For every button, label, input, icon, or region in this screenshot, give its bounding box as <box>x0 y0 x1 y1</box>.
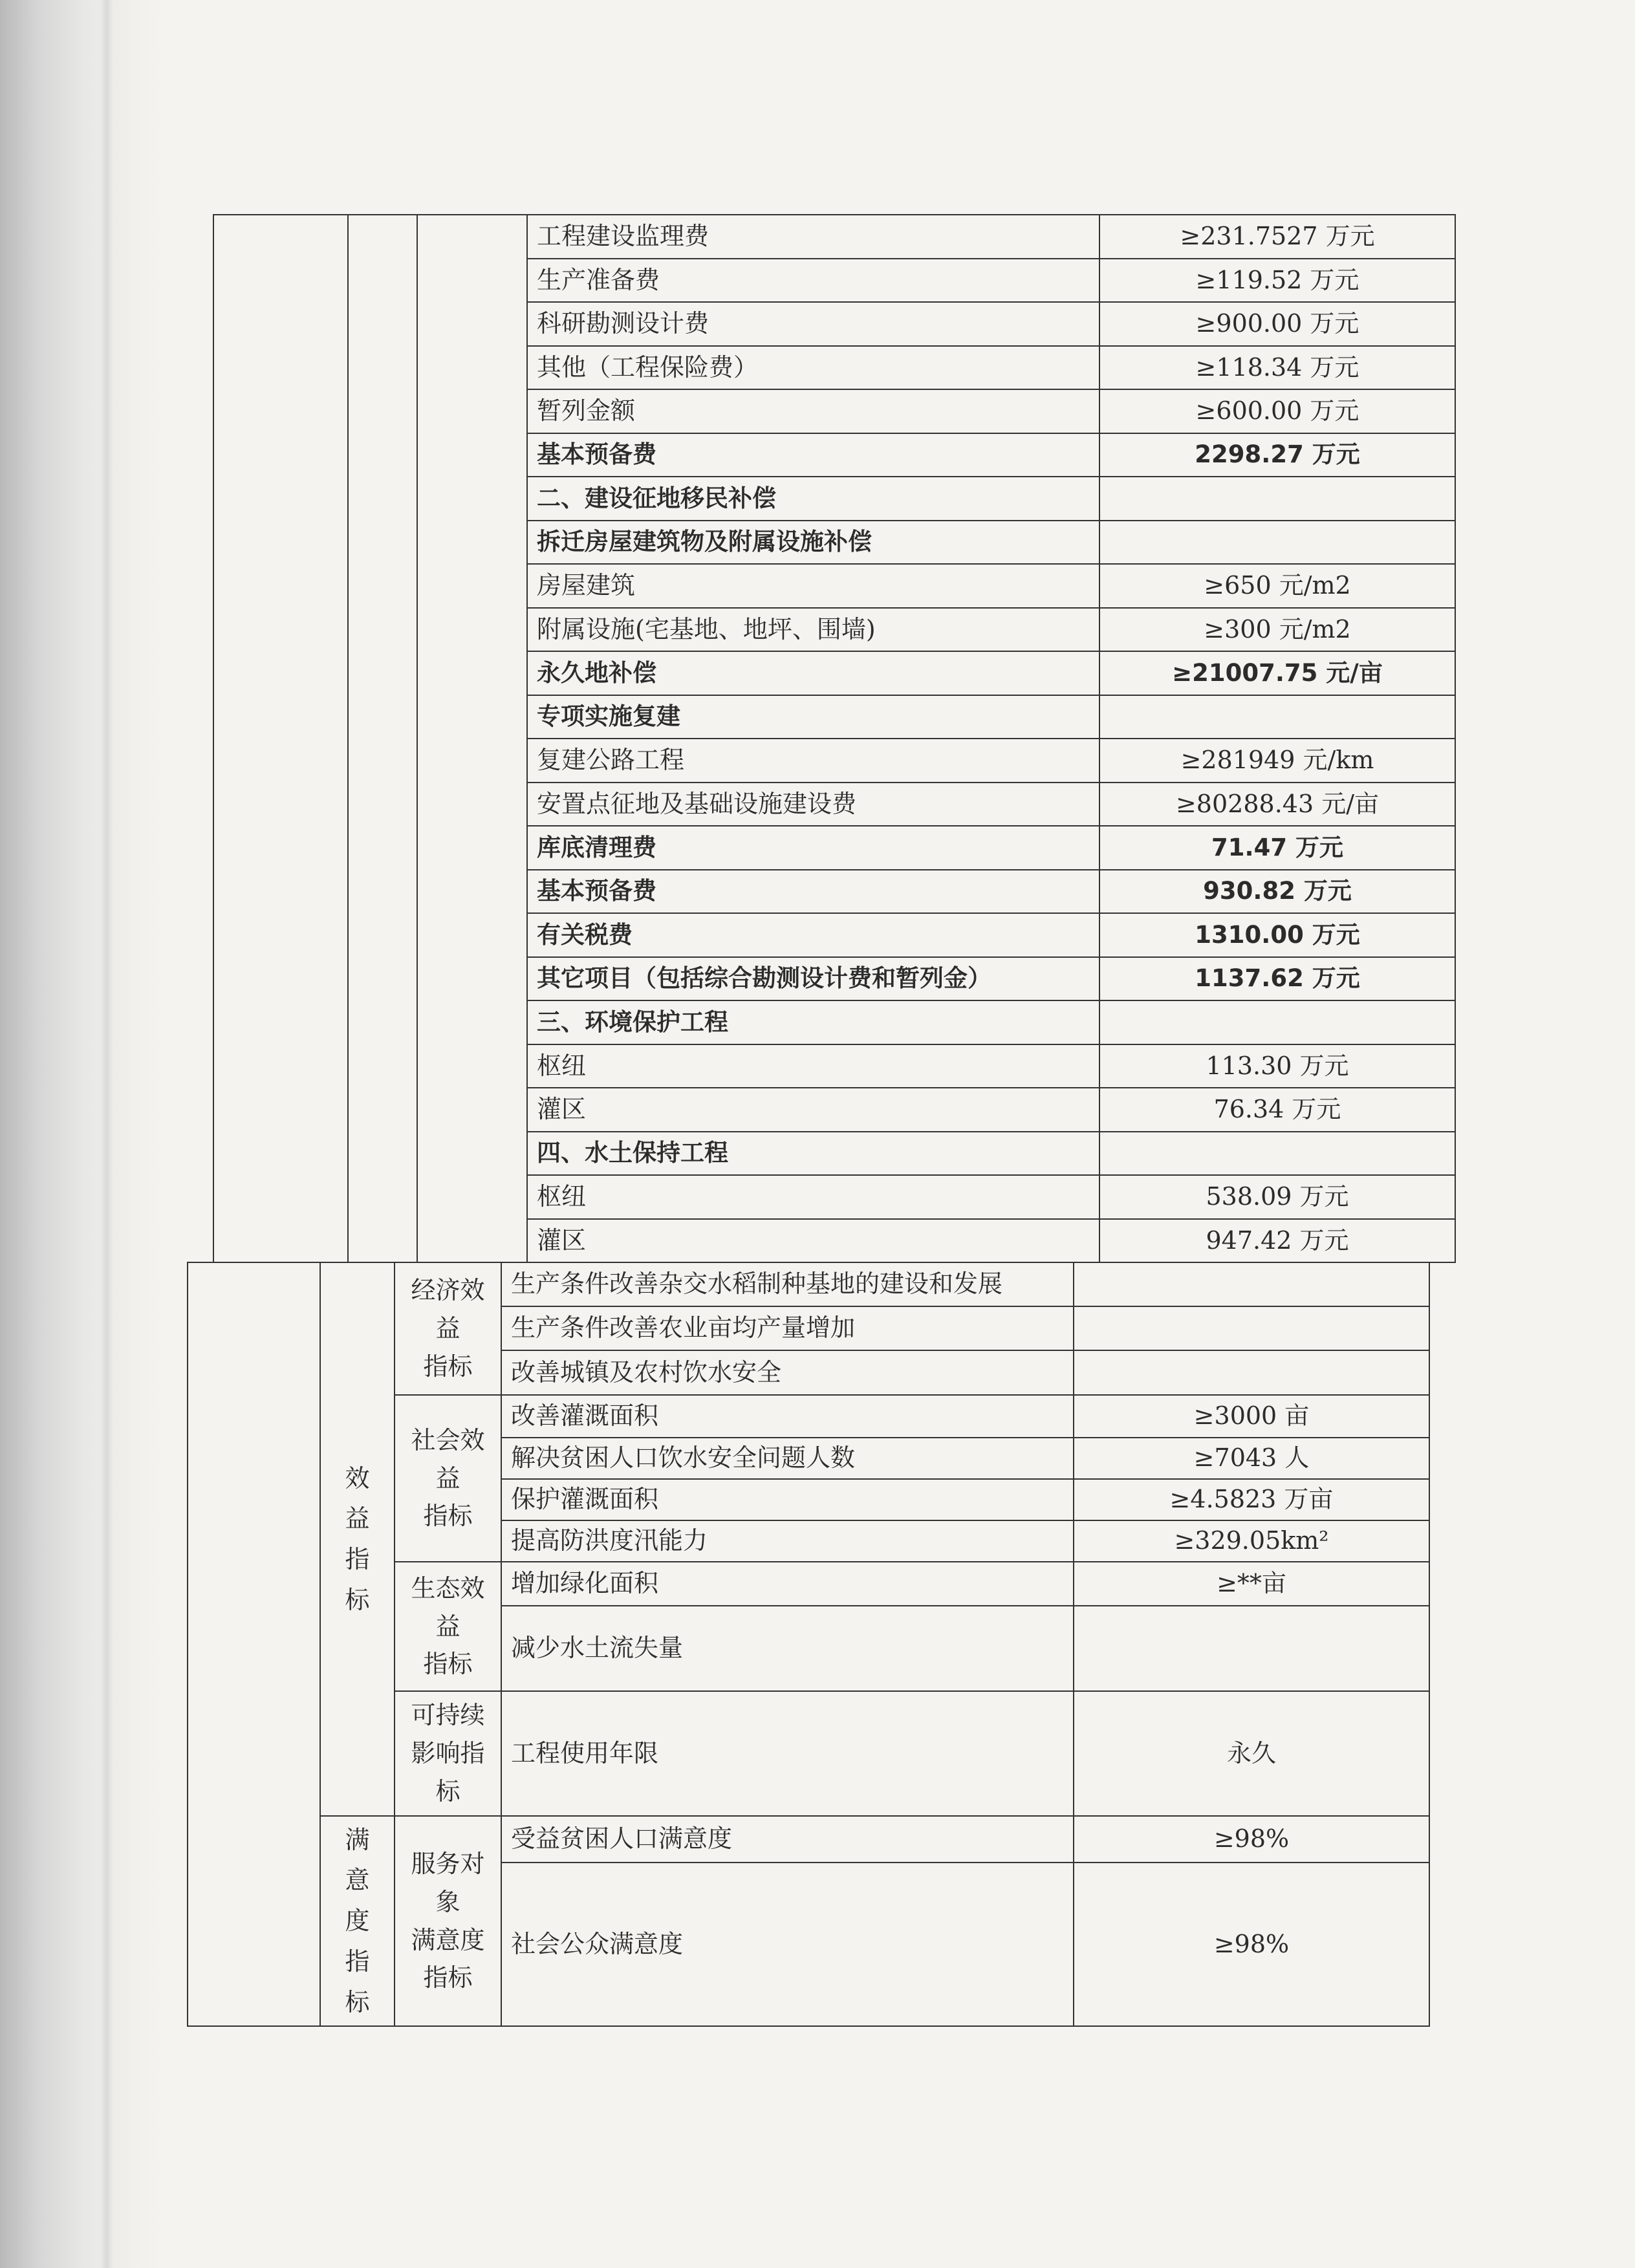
benefit-indicator-label: 保护灌溉面积 <box>501 1478 1074 1521</box>
benefit-indicator-value: ≥3000 亩 <box>1073 1394 1430 1438</box>
cost-item-value: ≥600.00 万元 <box>1099 389 1456 434</box>
benefit-group-label: 可持续 影响指 标 <box>394 1690 502 1817</box>
cost-item-label: 灌区 <box>526 1218 1100 1264</box>
cost-item-label: 基本预备费 <box>526 433 1100 478</box>
benefit-indicator-value: ≥**亩 <box>1073 1561 1430 1606</box>
cost-item-value: 947.42 万元 <box>1099 1218 1456 1264</box>
cost-item-value: 1310.00 万元 <box>1099 913 1456 958</box>
cost-item-value: ≥21007.75 元/亩 <box>1099 651 1456 696</box>
benefit-indicator-label: 解决贫困人口饮水安全问题人数 <box>501 1437 1074 1480</box>
satisfaction-indicator-value: ≥98% <box>1073 1862 1430 2027</box>
benefit-group-label: 生态效 益 指标 <box>394 1561 502 1692</box>
cost-item-value: ≥231.7527 万元 <box>1099 214 1456 259</box>
cost-item-value: ≥650 元/m2 <box>1099 563 1456 609</box>
satisfaction-main-label: 满 意 度 指 标 <box>319 1815 395 2027</box>
benefit-indicator-value: ≥4.5823 万亩 <box>1073 1478 1430 1521</box>
cost-item-label: 基本预备费 <box>526 869 1100 914</box>
cost-item-value <box>1099 520 1456 565</box>
cost-item-label: 其它项目（包括综合勘测设计费和暂列金） <box>526 956 1100 1002</box>
cost-item-value: 2298.27 万元 <box>1099 433 1456 478</box>
cost-item-value: 113.30 万元 <box>1099 1044 1456 1089</box>
benefit-indicator-label: 改善城镇及农村饮水安全 <box>501 1350 1074 1396</box>
empty-column-2 <box>347 214 418 1263</box>
satisfaction-indicator-label: 受益贫困人口满意度 <box>501 1815 1074 1863</box>
satisfaction-indicator-value: ≥98% <box>1073 1815 1430 1863</box>
benefit-indicator-value <box>1073 1350 1430 1396</box>
cost-item-value <box>1099 1131 1456 1176</box>
cost-item-value: ≥118.34 万元 <box>1099 345 1456 391</box>
benefit-main-label: 效 益 指 标 <box>319 1262 395 1817</box>
benefit-indicator-value: 永久 <box>1073 1690 1430 1817</box>
cost-item-value <box>1099 1000 1456 1045</box>
cost-item-value: 538.09 万元 <box>1099 1174 1456 1220</box>
empty-column-3 <box>417 214 528 1263</box>
benefit-indicator-label: 改善灌溉面积 <box>501 1394 1074 1438</box>
benefit-indicator-label: 提高防洪度汛能力 <box>501 1520 1074 1562</box>
cost-item-label: 库底清理费 <box>526 825 1100 870</box>
cost-item-label: 拆迁房屋建筑物及附属设施补偿 <box>526 520 1100 565</box>
benefit-indicator-label: 增加绿化面积 <box>501 1561 1074 1606</box>
benefit-indicator-label: 减少水土流失量 <box>501 1605 1074 1692</box>
cost-item-label: 专项实施复建 <box>526 695 1100 740</box>
cost-item-label: 二、建设征地移民补偿 <box>526 476 1100 521</box>
benefit-indicator-label: 工程使用年限 <box>501 1690 1074 1817</box>
cost-item-value: ≥80288.43 元/亩 <box>1099 782 1456 827</box>
cost-item-label: 四、水土保持工程 <box>526 1131 1100 1176</box>
cost-item-label: 房屋建筑 <box>526 563 1100 609</box>
cost-item-value: 76.34 万元 <box>1099 1087 1456 1132</box>
benefit-indicator-value <box>1073 1306 1430 1351</box>
cost-item-label: 灌区 <box>526 1087 1100 1132</box>
benefit-indicator-value <box>1073 1605 1430 1692</box>
benefit-group-label: 经济效 益 指标 <box>394 1262 502 1396</box>
benefit-indicator-value: ≥329.05km² <box>1073 1520 1430 1562</box>
cost-item-label: 安置点征地及基础设施建设费 <box>526 782 1100 827</box>
cost-item-label: 其他（工程保险费） <box>526 345 1100 391</box>
satisfaction-group-label: 服务对 象 满意度 指标 <box>394 1815 502 2027</box>
cost-item-label: 有关税费 <box>526 913 1100 958</box>
benefit-group-label: 社会效 益 指标 <box>394 1394 502 1562</box>
cost-item-value <box>1099 476 1456 521</box>
cost-item-value: 930.82 万元 <box>1099 869 1456 914</box>
benefit-indicator-label: 生产条件改善杂交水稻制种基地的建设和发展 <box>501 1262 1074 1307</box>
benefit-indicator-label: 生产条件改善农业亩均产量增加 <box>501 1306 1074 1351</box>
cost-item-label: 科研勘测设计费 <box>526 301 1100 347</box>
cost-item-value <box>1099 695 1456 740</box>
cost-item-value: 1137.62 万元 <box>1099 956 1456 1002</box>
satisfaction-indicator-label: 社会公众满意度 <box>501 1862 1074 2027</box>
cost-item-label: 三、环境保护工程 <box>526 1000 1100 1045</box>
benefit-indicator-value: ≥7043 人 <box>1073 1437 1430 1480</box>
cost-item-value: ≥900.00 万元 <box>1099 301 1456 347</box>
empty-column-1 <box>213 214 349 1263</box>
cost-item-value: ≥300 元/m2 <box>1099 607 1456 653</box>
cost-item-value: ≥281949 元/km <box>1099 738 1456 783</box>
cost-item-label: 工程建设监理费 <box>526 214 1100 259</box>
cost-item-label: 生产准备费 <box>526 258 1100 303</box>
cost-item-label: 枢纽 <box>526 1174 1100 1220</box>
cost-item-value: 71.47 万元 <box>1099 825 1456 870</box>
cost-item-label: 附属设施(宅基地、地坪、围墙) <box>526 607 1100 653</box>
cost-item-label: 复建公路工程 <box>526 738 1100 783</box>
benefit-indicator-value <box>1073 1262 1430 1307</box>
cost-item-label: 永久地补偿 <box>526 651 1100 696</box>
cost-item-label: 暂列金额 <box>526 389 1100 434</box>
cost-item-label: 枢纽 <box>526 1044 1100 1089</box>
cost-item-value: ≥119.52 万元 <box>1099 258 1456 303</box>
left-margin-column <box>187 1262 321 2027</box>
